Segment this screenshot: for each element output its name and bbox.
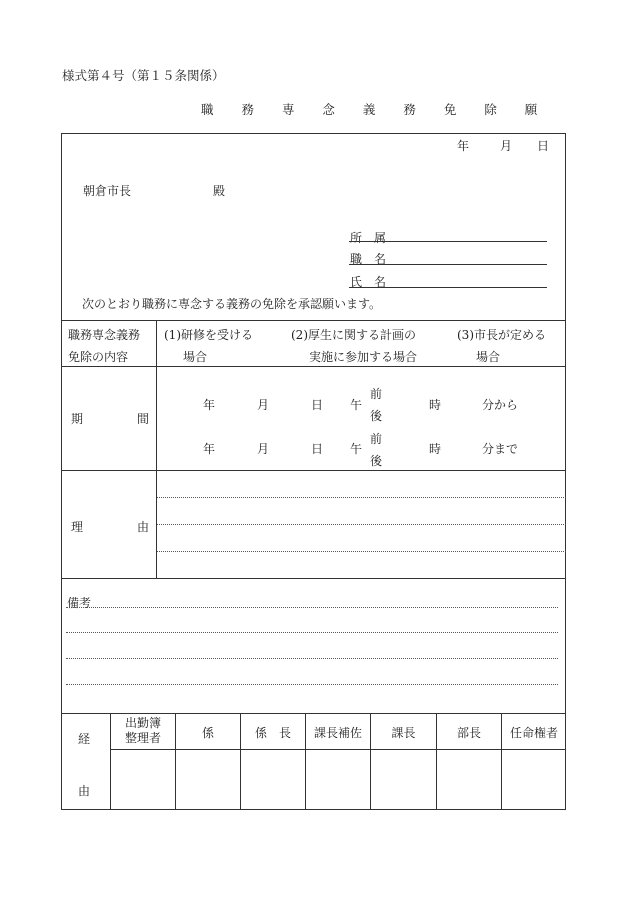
period-from-month[interactable]: 月	[257, 398, 270, 412]
period-label-right: 間	[137, 412, 150, 426]
stamp-cell-staff[interactable]	[176, 750, 240, 809]
remarks-line[interactable]	[66, 658, 558, 659]
name-label: 氏 名	[350, 275, 387, 289]
remarks-line[interactable]	[66, 607, 558, 608]
divider	[61, 470, 566, 471]
form-number: 様式第４号（第１５条関係）	[62, 68, 225, 83]
stamp-cell-deputy-director[interactable]	[306, 750, 370, 809]
routing-header-attendance: 出勤簿 整理者	[124, 716, 161, 745]
reason-line[interactable]	[157, 524, 566, 525]
period-from-year[interactable]: 年	[203, 398, 216, 412]
period-to-year[interactable]: 年	[203, 442, 216, 456]
period-to-pm[interactable]: 後	[370, 454, 383, 468]
exemption-option-3-line1[interactable]: (3)市長が定める	[457, 328, 546, 342]
form-title: 職 務 専 念 義 務 免 除 願	[201, 102, 550, 117]
period-to-suffix[interactable]: 分まで	[482, 442, 519, 456]
divider	[61, 578, 566, 579]
addressee-suffix: 殿	[213, 184, 226, 198]
exemption-option-3-line2: 場合	[476, 350, 501, 364]
remarks-line[interactable]	[66, 632, 558, 633]
stamp-cell-department-head[interactable]	[437, 750, 501, 809]
request-text: 次のとおり職務に専念する義務の免除を承認願います。	[82, 297, 382, 311]
period-from-am[interactable]: 前	[370, 387, 383, 401]
addressee-name: 朝倉市長	[83, 184, 132, 198]
reason-line[interactable]	[157, 551, 566, 552]
period-from-pm[interactable]: 後	[370, 409, 383, 423]
name-line[interactable]	[349, 287, 547, 288]
period-to-am[interactable]: 前	[370, 432, 383, 446]
period-to-day[interactable]: 日	[311, 442, 324, 456]
remarks-label: 備考	[67, 596, 92, 610]
position-line[interactable]	[349, 264, 547, 265]
stamp-cell-attendance[interactable]	[111, 750, 175, 809]
period-from-suffix[interactable]: 分から	[482, 398, 519, 412]
date-year-label: 年	[457, 139, 470, 153]
stamp-cell-chief[interactable]	[241, 750, 305, 809]
exemption-option-1-line2: 場合	[183, 350, 208, 364]
routing-header-deputy-director: 課長補佐	[313, 726, 362, 740]
reason-line[interactable]	[157, 497, 566, 498]
exemption-option-2-line1[interactable]: (2)厚生に関する計画の	[291, 328, 416, 342]
divider	[61, 320, 566, 321]
exemption-label-line2: 免除の内容	[68, 350, 129, 364]
stamp-cell-director[interactable]	[371, 750, 436, 809]
date-month-label: 月	[500, 139, 513, 153]
stamp-cell-appointer[interactable]	[502, 750, 565, 809]
period-to-hour[interactable]: 時	[429, 442, 442, 456]
period-from-hour[interactable]: 時	[429, 398, 442, 412]
affiliation-label: 所 属	[350, 231, 387, 245]
routing-label-top: 経	[78, 732, 91, 746]
date-day-label: 日	[537, 139, 550, 153]
routing-header-department-head: 部長	[456, 726, 481, 740]
exemption-option-1-line1[interactable]: (1)研修を受ける	[164, 328, 253, 342]
period-label-left: 期	[71, 412, 84, 426]
routing-header-chief: 係 長	[254, 726, 291, 740]
reason-label-left: 理	[71, 520, 84, 534]
routing-header-director: 課長	[391, 726, 416, 740]
routing-header-staff: 係	[201, 726, 214, 740]
reason-label-right: 由	[137, 520, 150, 534]
divider	[61, 366, 566, 367]
remarks-line[interactable]	[66, 684, 558, 685]
position-label: 職 名	[350, 252, 387, 266]
period-from-noon: 午	[350, 398, 363, 412]
form-frame	[61, 133, 566, 810]
exemption-label-line1: 職務専念義務	[68, 328, 141, 342]
period-to-noon: 午	[350, 442, 363, 456]
exemption-option-2-line2: 実施に参加する場合	[309, 350, 418, 364]
routing-label-bottom: 由	[78, 784, 91, 798]
routing-header-appointer: 任命権者	[509, 726, 558, 740]
divider	[61, 713, 566, 714]
period-from-day[interactable]: 日	[311, 398, 324, 412]
column-divider	[156, 320, 157, 578]
affiliation-line[interactable]	[349, 241, 547, 242]
period-to-month[interactable]: 月	[257, 442, 270, 456]
